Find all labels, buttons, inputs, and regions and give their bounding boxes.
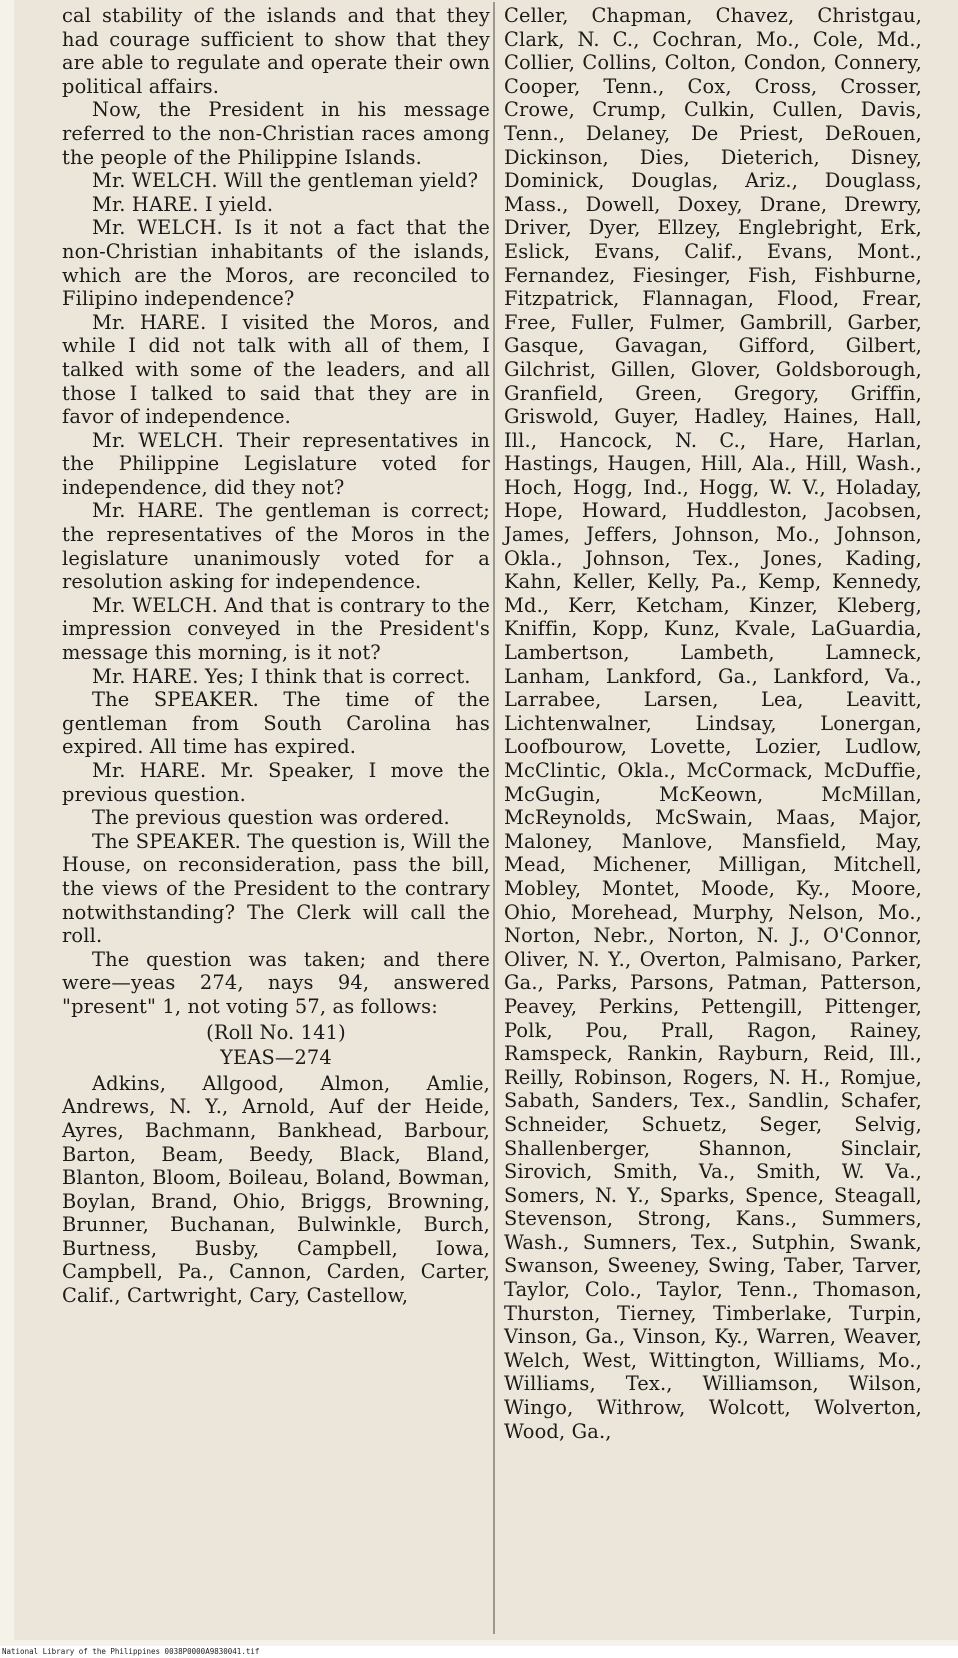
paragraph: Mr. HARE. I visited the Moros, and while I did not talk with all of them, I talked with some of the leaders, and all those I talked to said that they are in favor of independence. — [62, 310, 490, 429]
paragraph: The question was taken; and there were—yeas 274, nays 94, answered "present" 1, not voting 57, as follows: — [62, 947, 490, 1018]
paragraph: Mr. WELCH. And that is contrary to the impression conveyed in the President's message this morning, is it not? — [62, 593, 490, 665]
column-divider — [493, 2, 495, 1634]
paragraph: Mr. HARE. The gentleman is correct; the representatives of the Moros in the legislature unanimously voted for a resolution asking for independence. — [62, 499, 490, 594]
scan-footer-label: National Library of the Philippines 0038P0000A9830041.tif — [0, 1646, 958, 1658]
roll-heading: (Roll No. 141) — [206, 1020, 346, 1044]
paragraph: Mr. HARE. I yield. — [92, 192, 274, 216]
paragraph: The previous question was ordered. — [92, 806, 450, 830]
paragraph: The SPEAKER. The question is, Will the House, on reconsideration, pass the bill, the views of the President to the contrary notwithstanding? The Clerk will call the roll. — [62, 829, 490, 948]
paragraph: Now, the President in his message referred to the non-Christian races among the people of the Philippine Islands. — [62, 98, 490, 169]
yeas-names-list: Adkins, Allgood, Almon, Amlie, Andrews, N. Y., Arnold, Auf der Heide, Ayres, Bachmann, Bankhead, Barbour, Barton, Beam, Beedy, Black, Bland, Blanton, Bloom, Boileau, Boland, Bowman, Boylan, Brand, Ohio, Briggs, Browning, Brunner, Buchanan, Bulwinkle, Burch, Burtness, Busby, Campbell, Iowa, Campbell, Pa., Cannon, Carden, Carter, Calif., Cartwright, Cary, Castellow, — [62, 1071, 490, 1308]
yeas-heading: YEAS—274 — [220, 1046, 332, 1070]
yeas-names-continued: Celler, Chapman, Chavez, Christgau, Clark, N. C., Cochran, Mo., Cole, Md., Collier, Collins, Colton, Condon, Connery, Cooper, Tenn., Cox, Cross, Crosser, Crowe, Crump, Culkin, Cullen, Davis, Tenn., Delaney, De Priest, DeRouen, Dickinson, Dies, Dieterich, Disney, Dominick, Douglas, Ariz., Douglass, Mass., Dowell, Doxey, Drane, Drewry, Driver, Dyer, Ellzey, Englebright, Erk, Eslick, Evans, Calif., Evans, Mont., Fernandez, Fiesinger, Fish, Fishburne, Fitzpatrick, Flannagan, Flood, Frear, Free, Fuller, Fulmer, Gambrill, Garber, Gasque, Gavagan, Gifford, Gilbert, Gilchrist, Gillen, Glover, Goldsborough, Granfield, Green, Gregory, Griffin, Griswold, Guyer, Hadley, Haines, Hall, Ill., Hancock, N. C., Hare, Harlan, Hastings, Haugen, Hill, Ala., Hill, Wash., Hoch, Hogg, Ind., Hogg, W. V., Holaday, Hope, Howard, Huddleston, Jacobsen, James, Jeffers, Johnson, Mo., Johnson, Okla., Johnson, Tex., Jones, Kading, Kahn, Keller, Kelly, Pa., Kemp, Kennedy, Md., Kerr, Ketcham, Kinzer, Kleberg, Kniffin, Kopp, Kunz, Kvale, LaGuardia, Lambertson, Lambeth, Lamneck, Lanham, Lankford, Ga., Lankford, Va., Larrabee, Larsen, Lea, Leavitt, Lichtenwalner, Lindsay, Lonergan, Loofbourow, Lovette, Lozier, Ludlow, McClintic, Okla., McCormack, McDuffie, McGugin, McKeown, McMillan, McReynolds, McSwain, Maas, Major, Maloney, Manlove, Mansfield, May, Mead, Michener, Milligan, Mitchell, Mobley, Montet, Moode, Ky., Moore, Ohio, Morehead, Murphy, Nelson, Mo., Norton, Nebr., Norton, N. J., O'Connor, Oliver, N. Y., Overton, Palmisano, Parker, Ga., Parks, Parsons, Patman, Patterson, Peavey, Perkins, Pettengill, Pittenger, Polk, Pou, Prall, Ragon, Rainey, Ramspeck, Rankin, Rayburn, Reid, Ill., Reilly, Robinson, Rogers, N. H., Romjue, Sabath, Sanders, Tex., Sandlin, Schafer, Schneider, Schuetz, Seger, Selvig, Shallenberger, Shannon, Sinclair, Sirovich, Smith, Va., Smith, W. Va., Somers, N. Y., Sparks, Spence, Steagall, Stevenson, Strong, Kans., Summers, Wash., Sumners, Tex., Sutphin, Swank, Swanson, Sweeney, Swing, Taber, Tarver, Taylor, Colo., Taylor, Tenn., Thomason, Thurston, Tierney, Timberlake, Turpin, Vinson, Ga., Vinson, Ky., Warren, Weaver, Welch, West, Wittington, Williams, Mo., Williams, Tex., Williamson, Wilson, Wingo, Withrow, Wolcott, Wolverton, Wood, Ga., — [504, 4, 922, 1443]
paragraph: Mr. WELCH. Their representatives in the Philippine Legislature voted for independence, did they not? — [62, 428, 490, 499]
paragraph: cal stability of the islands and that they had courage sufficient to show that they are able to regulate and operate their own political affairs. — [62, 4, 490, 98]
newspaper-clipping — [14, 0, 958, 1640]
left-column — [62, 4, 490, 1308]
paragraph: Mr. HARE. Yes; I think that is correct. — [92, 664, 471, 688]
paragraph: The SPEAKER. The time of the gentleman from South Carolina has expired. All time has expired. — [62, 688, 490, 759]
paragraph: Mr. WELCH. Will the gentleman yield? — [92, 169, 479, 193]
paragraph: Mr. WELCH. Is it not a fact that the non-Christian inhabitants of the islands, which are the Moros, are reconciled to Filipino independence? — [62, 216, 490, 311]
paragraph: Mr. HARE. Mr. Speaker, I move the previous question. — [62, 759, 490, 806]
right-column — [504, 4, 922, 1443]
